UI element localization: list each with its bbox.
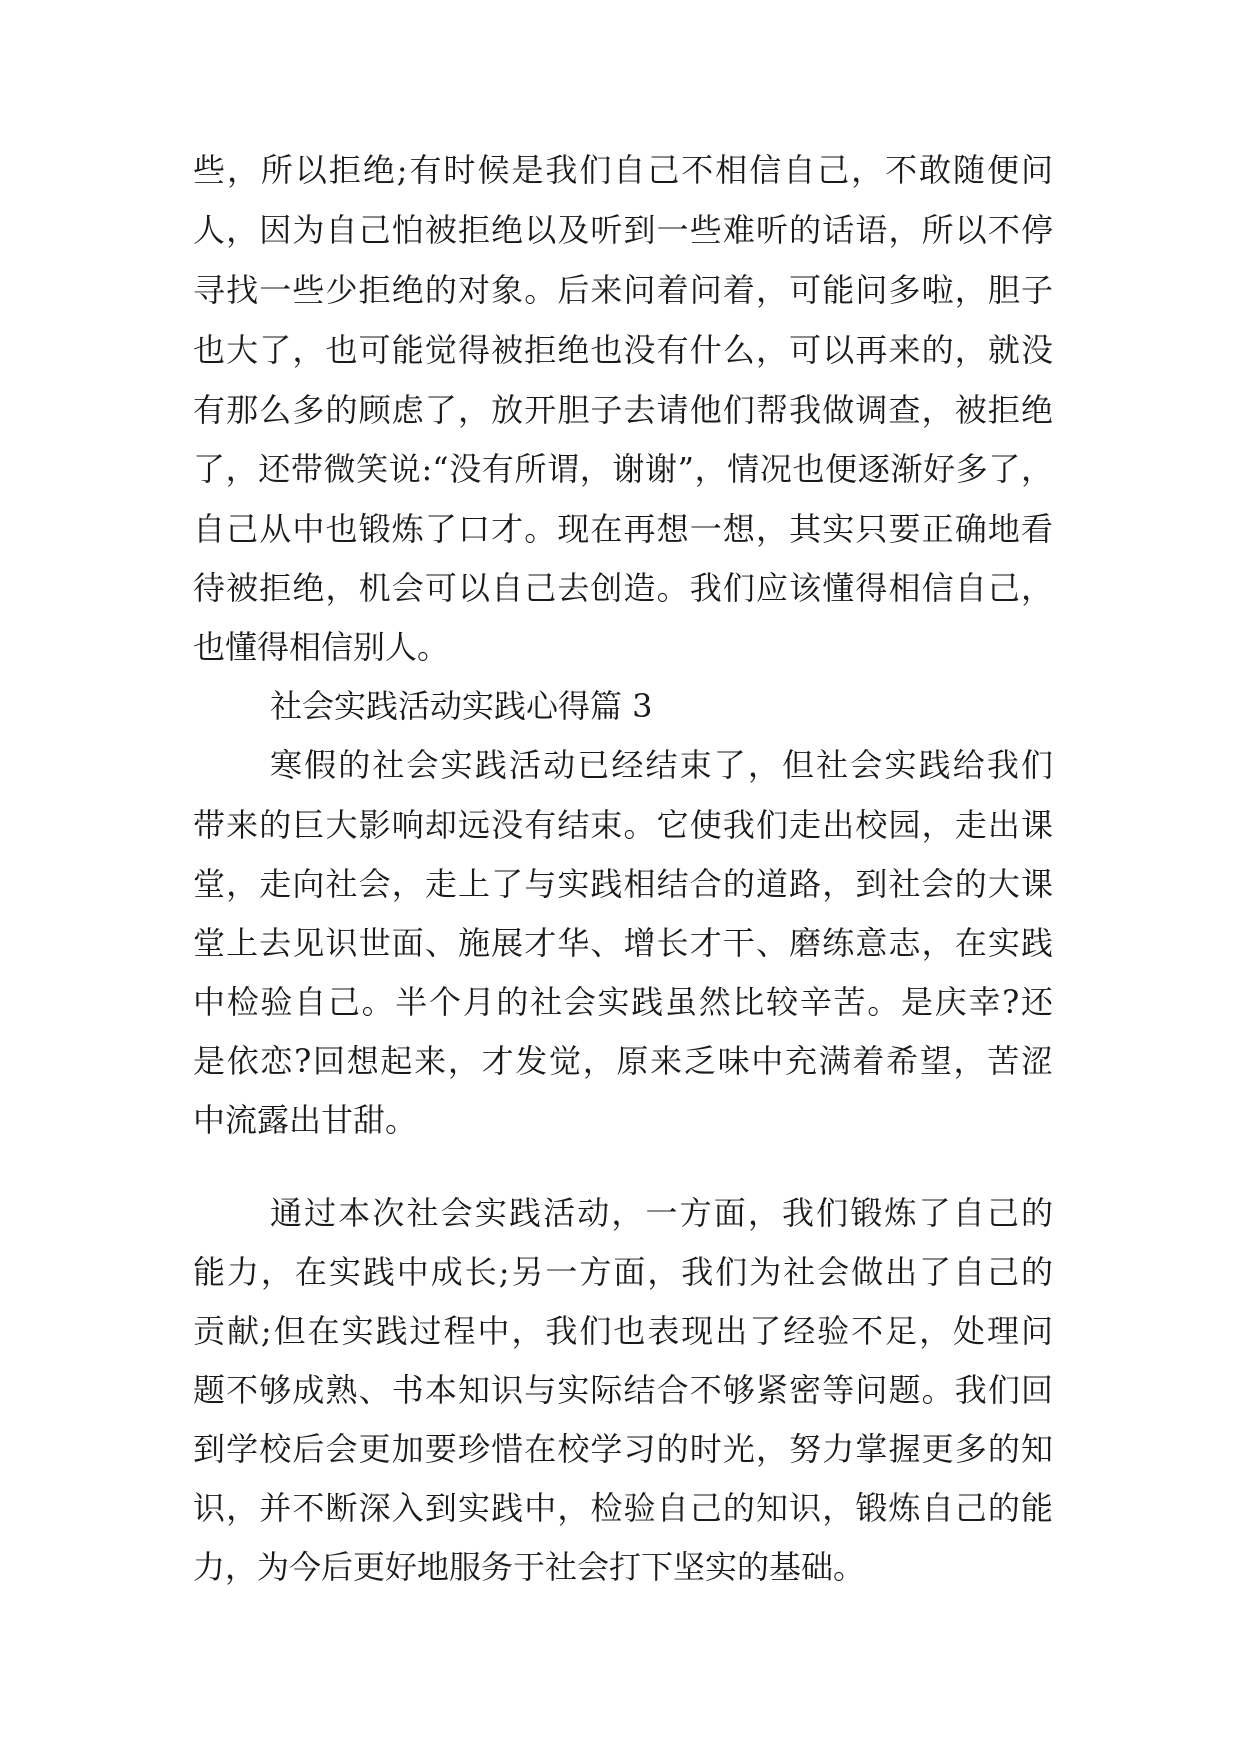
text-line: 到学校后会更加要珍惜在校学习的时光，努力掌握更多的知 <box>193 1430 1053 1468</box>
text-line: 些，所以拒绝;有时候是我们自己不相信自己，不敢随便问 <box>193 151 1053 189</box>
text-line: 通过本次社会实践活动，一方面，我们锻炼了自己的 <box>270 1194 1053 1232</box>
text-line: 能力，在实践中成长;另一方面，我们为社会做出了自己的 <box>193 1253 1053 1291</box>
text-line: 堂上去见识世面、施展才华、增长才干、磨练意志，在实践 <box>193 924 1053 962</box>
section-heading: 社会实践活动实践心得篇 3 <box>270 687 653 725</box>
text-line: 了，还带微笑说:“没有所谓，谢谢”，情况也便逐渐好多了， <box>193 450 1053 488</box>
text-line: 寻找一些少拒绝的对象。后来问着问着，可能问多啦，胆子 <box>193 271 1053 309</box>
text-line: 待被拒绝，机会可以自己去创造。我们应该懂得相信自己， <box>193 569 1053 607</box>
text-line: 识，并不断深入到实践中，检验自己的知识，锻炼自己的能 <box>193 1489 1053 1527</box>
text-line: 也懂得相信别人。 <box>193 628 450 666</box>
text-line: 贡献;但在实践过程中，我们也表现出了经验不足，处理问 <box>193 1312 1053 1350</box>
text-line: 题不够成熟、书本知识与实际结合不够紧密等问题。我们回 <box>193 1371 1053 1409</box>
text-line: 寒假的社会实践活动已经结束了，但社会实践给我们 <box>270 746 1053 784</box>
text-line: 自己从中也锻炼了口才。现在再想一想，其实只要正确地看 <box>193 510 1053 548</box>
text-line: 堂，走向社会，走上了与实践相结合的道路，到社会的大课 <box>193 865 1053 903</box>
text-line: 有那么多的顾虑了，放开胆子去请他们帮我做调查，被拒绝 <box>193 391 1053 429</box>
text-line: 是依恋?回想起来，才发觉，原来乏味中充满着希望，苦涩 <box>193 1042 1053 1080</box>
text-line: 力，为今后更好地服务于社会打下坚实的基础。 <box>193 1548 866 1586</box>
text-line: 中检验自己。半个月的社会实践虽然比较辛苦。是庆幸?还 <box>193 983 1053 1021</box>
text-line: 中流露出甘甜。 <box>193 1101 418 1139</box>
text-line: 带来的巨大影响却远没有结束。它使我们走出校园，走出课 <box>193 806 1053 844</box>
text-line: 人，因为自己怕被拒绝以及听到一些难听的话语，所以不停 <box>193 211 1053 249</box>
text-line: 也大了，也可能觉得被拒绝也没有什么，可以再来的，就没 <box>193 331 1053 369</box>
